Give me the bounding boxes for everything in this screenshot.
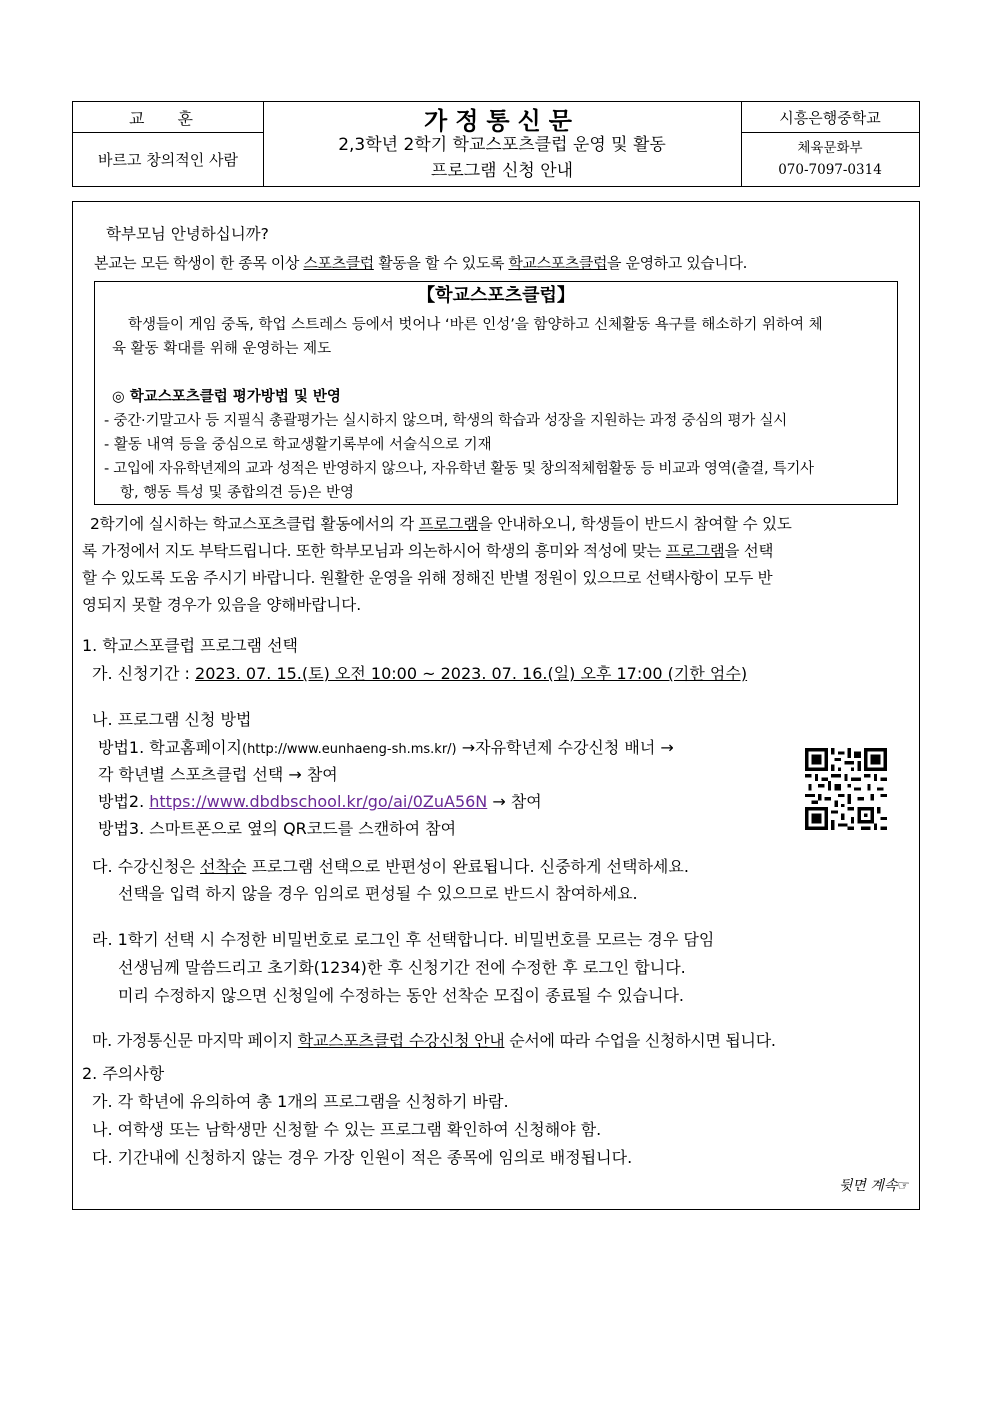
notice-da-underline: 선착순 <box>200 857 247 876</box>
intro-paragraph <box>94 253 747 273</box>
section1-title: 1. 학교스포클럽 프로그램 선택 <box>82 636 298 655</box>
para-line2-text-2: 을 선택 <box>724 542 774 560</box>
intro-underline-2: 학교스포츠클럽 <box>508 254 608 272</box>
notice-da-text-2: 프로그램 선택으로 반편성이 완료됩니다. 신중하게 선택하세요. <box>246 857 689 876</box>
eval-bullet-1: - 중간·기말고사 등 지필식 총괄평가는 실시하지 않으며, 학생의 학습과 성장을 지원하는 과정 중심의 평가 실시 <box>104 413 788 429</box>
box-desc-line1: 학생들이 게임 중독, 학업 스트레스 등에서 벗어나 ‘바른 인성’을 함양하고 신체활동 욕구를 해소하기 위하여 체 <box>128 317 823 333</box>
notice-da-line1 <box>92 857 689 877</box>
notice-ra-line3: 미리 수정하지 않으면 신청일에 수정하는 동안 선착순 모집이 종료될 수 있습니다. <box>118 986 684 1005</box>
para-line1 <box>90 514 792 534</box>
intro-text-2: 활동을 할 수 있도록 <box>373 254 509 272</box>
notice-da-text-1: 다. 수강신청은 <box>92 857 200 876</box>
motto-label: 교 훈 <box>129 108 207 128</box>
phone-number: 070-7097-0314 <box>778 162 882 178</box>
section2-title: 2. 주의사항 <box>82 1064 165 1083</box>
notice-ma-text-2: 순서에 따라 수업을 신청하시면 됩니다. <box>504 1031 776 1050</box>
para-line1-text-2: 을 안내하오니, 학생들이 반드시 참여할 수 있도 <box>477 515 792 533</box>
contact <box>741 132 919 186</box>
department: 체육문화부 <box>797 140 863 156</box>
para-line2-underline: 프로그램 <box>665 542 725 560</box>
intro-underline-1: 스포츠클럽 <box>303 254 374 272</box>
subject-line2: 프로그램 신청 안내 <box>430 161 574 181</box>
subject <box>263 130 741 186</box>
apply-period <box>92 664 747 684</box>
eval-title: ◎ 학교스포츠클럽 평가방법 및 반영 <box>112 389 341 405</box>
para-line3: 할 수 있도록 도움 주시기 바랍니다. 원활한 운영을 위해 정해진 반별 정원이 있으므로 선택사항이 모두 반 <box>82 569 773 587</box>
school-motto: 바르고 창의적인 사람 <box>98 150 238 169</box>
para-line1-underline: 프로그램 <box>418 515 478 533</box>
eval-bullet-2: - 활동 내역 등을 중심으로 학교생활기록부에 서술식으로 기재 <box>104 437 492 453</box>
para-line2-text-1: 록 가정에서 지도 부탁드립니다. 또한 학부모님과 의논하시어 학생의 흥미와 적성에 맞는 <box>82 542 666 560</box>
notice-ma-text-1: 마. 가정통신문 마지막 페이지 <box>92 1031 298 1050</box>
eval-bullet-3-line1: - 고입에 자유학년제의 교과 성적은 반영하지 않으나, 자유학년 활동 및 창의적체험활동 등 비교과 영역(출결, 특기사 <box>104 461 814 477</box>
intro-text-3: 을 운영하고 있습니다. <box>607 254 747 272</box>
continue-note: 뒷면 계속☞ <box>838 1178 910 1194</box>
para-line2 <box>82 541 773 561</box>
method1-suffix: →자유학년제 수강신청 배너 → <box>456 738 674 757</box>
box-title: 【학교스포츠클럽】 <box>417 285 575 306</box>
box-desc-line2: 육 활동 확대를 위해 운영하는 제도 <box>112 341 332 357</box>
header-table <box>72 101 920 187</box>
signup-link[interactable]: https://www.dbdbschool.kr/go/ai/0ZuA56N <box>149 792 488 811</box>
method1-label: 방법1. 학교홈페이지 <box>98 738 242 757</box>
para-line4: 영되지 못할 경우가 있음을 양해바랍니다. <box>82 596 362 614</box>
caution-ga: 가. 각 학년에 유의하여 총 1개의 프로그램을 신청하기 바람. <box>92 1092 509 1111</box>
homepage-url[interactable]: (http://www.eunhaeng-sh.ms.kr/) <box>242 742 457 757</box>
subject-line1: 2,3학년 2학기 학교스포츠클럽 운영 및 활동 <box>338 135 666 155</box>
intro-text-1: 본교는 모든 학생이 한 종목 이상 <box>94 254 304 272</box>
notice-da-line2: 선택을 입력 하지 않을 경우 임의로 편성될 수 있으므로 반드시 참여하세요. <box>118 884 638 903</box>
page-title: 가정통신문 <box>424 106 580 135</box>
apply-period-label: 가. 신청기간 : <box>92 664 196 683</box>
notice-ma-underline: 학교스포츠클럽 수강신청 안내 <box>297 1031 505 1050</box>
notice-ra-line1: 라. 1학기 선택 시 수정한 비밀번호로 로그인 후 선택합니다. 비밀번호를 모르는 경우 담임 <box>92 930 715 949</box>
method3: 방법3. 스마트폰으로 옆의 QR코드를 스캔하여 참여 <box>98 819 457 838</box>
method2 <box>98 792 542 812</box>
caution-na: 나. 여학생 또는 남학생만 신청할 수 있는 프로그램 확인하여 신청해야 함. <box>92 1120 602 1139</box>
school-name: 시흥은행중학교 <box>779 108 881 127</box>
method1-line1 <box>98 738 674 760</box>
notice-ra-line2: 선생님께 말씀드리고 초기화(1234)한 후 신청기간 전에 수정한 후 로그인 합니다. <box>118 958 686 977</box>
apply-period-value: 2023. 07. 15.(토) 오전 10:00 ~ 2023. 07. 16.(일) 오후 17:00 (기한 엄수) <box>195 664 748 683</box>
method2-suffix: → 참여 <box>487 792 542 811</box>
greeting: 학부모님 안녕하십니까? <box>106 225 269 243</box>
method1-line2: 각 학년별 스포츠클럽 선택 → 참여 <box>98 765 338 784</box>
para-line1-text-1: 2학기에 실시하는 학교스포츠클럽 활동에서의 각 <box>90 515 419 533</box>
qr-code-icon[interactable] <box>805 748 887 830</box>
method2-label: 방법2. <box>98 792 150 811</box>
method-heading: 나. 프로그램 신청 방법 <box>92 710 252 729</box>
notice-ma <box>92 1031 776 1051</box>
caution-da: 다. 기간내에 신청하지 않는 경우 가장 인원이 적은 종목에 임의로 배정됩니다. <box>92 1148 633 1167</box>
eval-bullet-3-line2: 항, 행동 특성 및 종합의견 등)은 반영 <box>120 485 355 501</box>
